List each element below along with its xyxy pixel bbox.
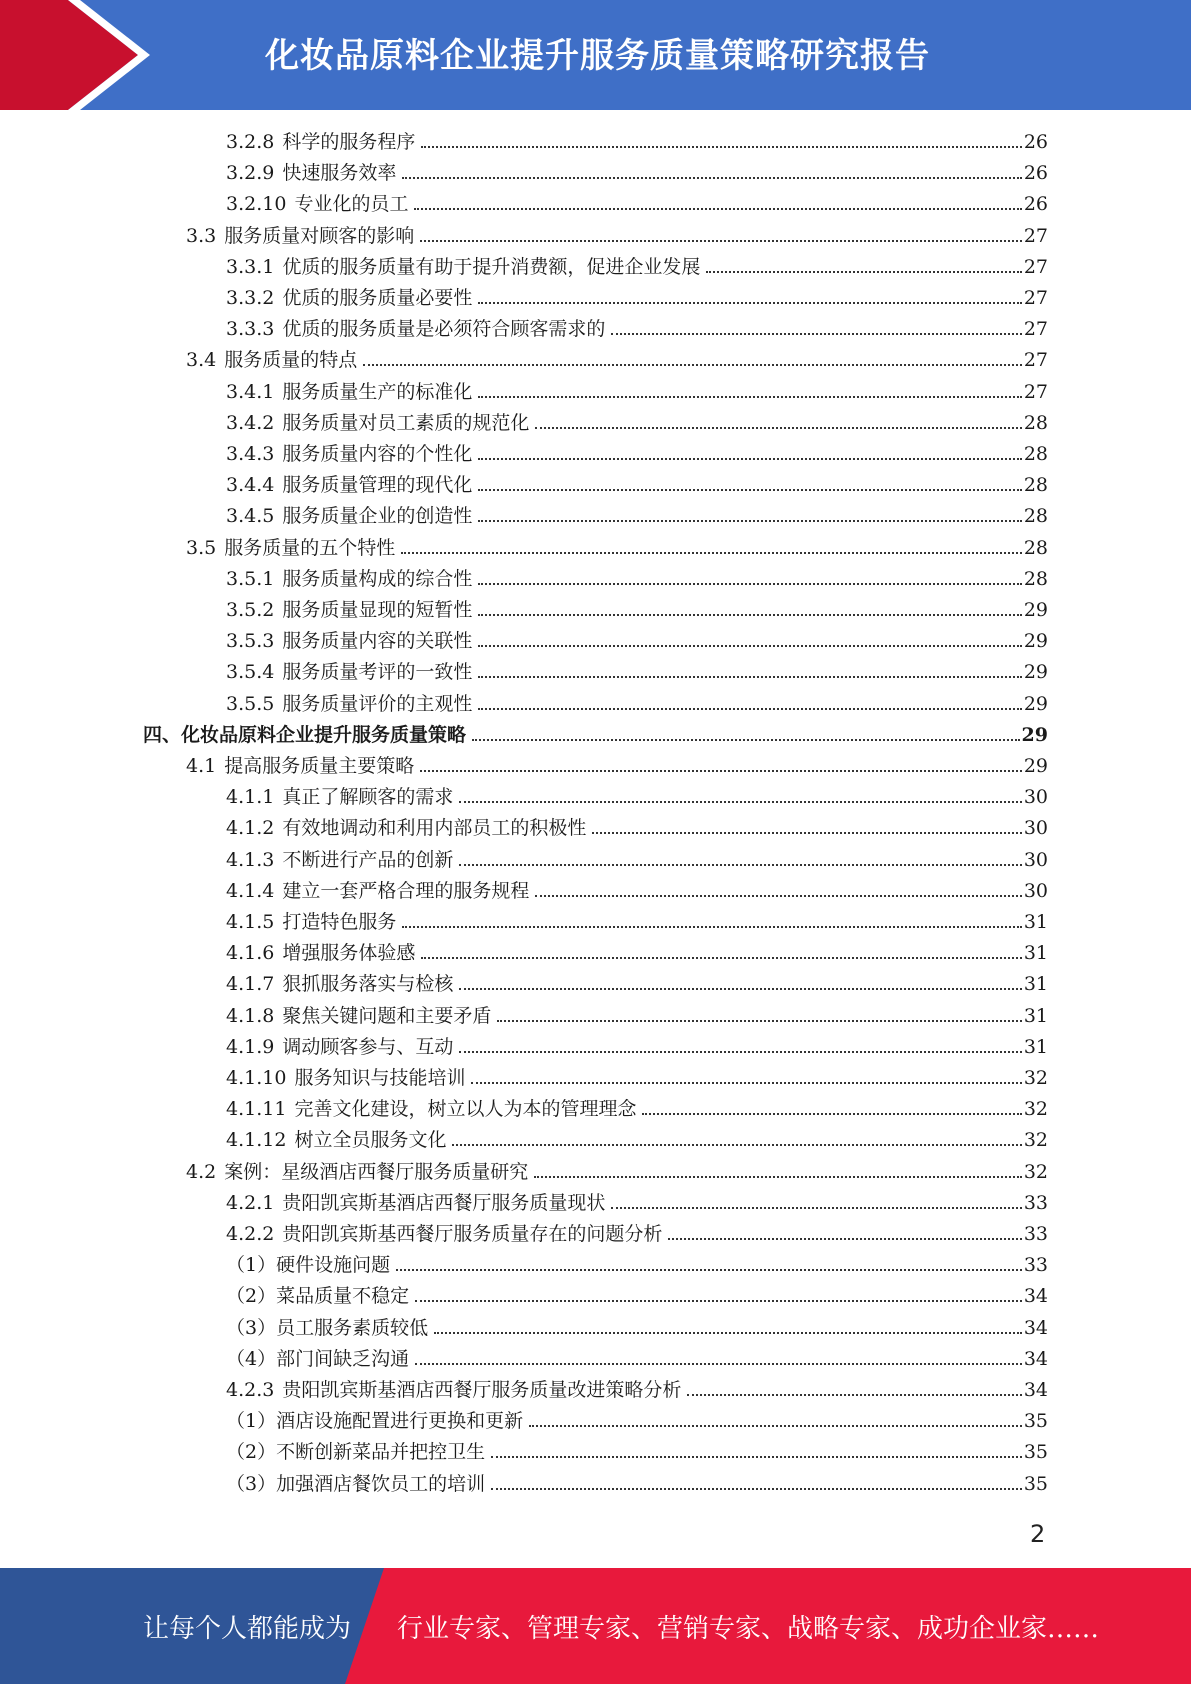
toc-leader-dots (471, 1082, 1021, 1084)
toc-entry-number: （1） (226, 1410, 277, 1432)
toc-entry-title: 服务质量考评的一致性 (282, 661, 473, 683)
toc-entry-title: 贵阳凯宾斯基西餐厅服务质量存在的问题分析 (282, 1223, 663, 1245)
toc-entry[interactable] (226, 1219, 1048, 1250)
toc-entry-number: 4.1.8 (226, 1005, 275, 1027)
toc-entry-title: 不断进行产品的创新 (282, 849, 454, 871)
toc-entry-page: 26 (1023, 162, 1048, 184)
toc-leader-dots (421, 146, 1021, 148)
toc-entry-page: 34 (1023, 1317, 1048, 1339)
toc-entry[interactable] (226, 1344, 1048, 1375)
toc-entry-title: 科学的服务程序 (282, 131, 416, 153)
toc-leader-dots (491, 1488, 1022, 1490)
toc-entry-number: （4） (226, 1348, 277, 1370)
toc-entry[interactable] (226, 1469, 1048, 1500)
toc-entry-page: 28 (1023, 537, 1048, 559)
toc-entry-title: 优质的服务质量必要性 (282, 287, 473, 309)
toc-entry-title: 增强服务体验感 (282, 942, 416, 964)
toc-entry-page: 34 (1023, 1285, 1048, 1307)
toc-entry[interactable] (226, 470, 1048, 501)
toc-entry-title: 贵阳凯宾斯基酒店西餐厅服务质量现状 (282, 1192, 606, 1214)
toc-entry-title: 专业化的员工 (294, 193, 409, 215)
toc-entry-page: 29 (1021, 724, 1048, 746)
toc-entry-title: 提高服务质量主要策略 (224, 755, 415, 777)
page-number: 2 (1030, 1520, 1046, 1548)
toc-entry-page: 29 (1023, 661, 1048, 683)
toc-entry[interactable] (186, 751, 1048, 782)
toc-entry[interactable] (143, 720, 1048, 751)
toc-entry-page: 32 (1023, 1161, 1048, 1183)
toc-entry[interactable] (186, 345, 1048, 376)
toc-leader-dots (472, 739, 1020, 741)
toc-leader-dots (478, 676, 1021, 678)
toc-entry-number: 4.1.1 (226, 786, 275, 808)
toc-entry[interactable] (186, 533, 1048, 564)
toc-entry[interactable] (226, 1250, 1048, 1281)
page-title: 化妆品原料企业提升服务质量策略研究报告 (265, 36, 930, 76)
toc-entry-title: 服务质量的特点 (224, 349, 358, 371)
toc-entry[interactable] (186, 1157, 1048, 1188)
toc-leader-dots (478, 583, 1021, 585)
toc-entry-title: 四、化妆品原料企业提升服务质量策略 (143, 724, 467, 746)
toc-entry-number: 4.1.2 (226, 817, 275, 839)
toc-entry-page: 34 (1023, 1379, 1048, 1401)
toc-entry-number: 3.4.3 (226, 443, 275, 465)
toc-leader-dots (478, 458, 1021, 460)
toc-entry-title: 服务质量构成的综合性 (282, 568, 473, 590)
toc-entry-page: 27 (1023, 256, 1048, 278)
toc-entry-number: 4.1.11 (226, 1098, 287, 1120)
toc-entry[interactable] (226, 782, 1048, 813)
toc-leader-dots (396, 1269, 1022, 1271)
toc-entry[interactable] (226, 907, 1048, 938)
toc-entry-title: 真正了解顾客的需求 (282, 786, 454, 808)
toc-entry-page: 31 (1023, 1036, 1048, 1058)
toc-entry-number: （3） (226, 1473, 277, 1495)
toc-leader-dots (420, 240, 1022, 242)
toc-entry-page: 35 (1023, 1410, 1048, 1432)
toc-leader-dots (459, 801, 1021, 803)
toc-entry-number: 3.5.3 (226, 630, 275, 652)
toc-entry-number: 3.3.1 (226, 256, 275, 278)
toc-entry-number: 3.4.1 (226, 381, 275, 403)
toc-entry-title: 不断创新菜品并把控卫生 (276, 1441, 486, 1463)
toc-entry[interactable] (226, 1313, 1048, 1344)
footer-band (0, 1568, 1191, 1684)
toc-entry-number: 4.1.6 (226, 942, 275, 964)
toc-leader-dots (415, 1363, 1022, 1365)
toc-entry-title: 贵阳凯宾斯基酒店西餐厅服务质量改进策略分析 (282, 1379, 682, 1401)
toc-entry-page: 33 (1023, 1223, 1048, 1245)
toc-leader-dots (415, 1300, 1022, 1302)
toc-entry-page: 28 (1023, 474, 1048, 496)
toc-entry-page: 32 (1023, 1067, 1048, 1089)
toc-entry[interactable] (226, 657, 1048, 688)
toc-entry-page: 32 (1023, 1098, 1048, 1120)
toc-entry-title: 打造特色服务 (282, 911, 397, 933)
toc-entry-page: 30 (1023, 817, 1048, 839)
toc-entry[interactable] (226, 1406, 1048, 1437)
toc-entry-title: 菜品质量不稳定 (276, 1285, 410, 1307)
toc-entry-page: 32 (1023, 1129, 1048, 1151)
toc-entry[interactable] (226, 876, 1048, 907)
toc-entry-title: 服务质量评价的主观性 (282, 693, 473, 715)
toc-entry[interactable] (226, 252, 1048, 283)
toc-entry-title: 服务质量企业的创造性 (282, 505, 473, 527)
toc-entry-title: 狠抓服务落实与检核 (282, 973, 454, 995)
toc-entry-page: 35 (1023, 1441, 1048, 1463)
toc-entry-page: 30 (1023, 786, 1048, 808)
toc-entry-title: 服务质量内容的关联性 (282, 630, 473, 652)
toc-entry-title: 有效地调动和利用内部员工的积极性 (282, 817, 587, 839)
toc-entry-number: （2） (226, 1285, 277, 1307)
toc-entry-number: 3.5.5 (226, 693, 275, 715)
toc-entry-number: 3.5.4 (226, 661, 275, 683)
toc-entry-page: 27 (1023, 381, 1048, 403)
toc-entry-number: （1） (226, 1254, 277, 1276)
header-band (0, 0, 1191, 110)
toc-entry-title: 优质的服务质量是必须符合顾客需求的 (282, 318, 606, 340)
toc-entry-page: 26 (1023, 193, 1048, 215)
toc-entry[interactable] (226, 439, 1048, 470)
toc-entry-title: 服务知识与技能培训 (294, 1067, 466, 1089)
toc-entry-page: 29 (1023, 599, 1048, 621)
toc-leader-dots (459, 988, 1021, 990)
toc-entry[interactable] (226, 813, 1048, 844)
toc-entry-title: 部门间缺乏沟通 (276, 1348, 410, 1370)
toc-entry[interactable] (226, 1125, 1048, 1156)
toc-leader-dots (529, 1425, 1022, 1427)
toc-entry[interactable] (226, 189, 1048, 220)
toc-entry-number: 4.2.1 (226, 1192, 275, 1214)
toc-leader-dots (363, 364, 1022, 366)
toc-entry-page: 33 (1023, 1254, 1048, 1276)
toc-leader-dots (497, 1020, 1021, 1022)
toc-leader-dots (478, 302, 1021, 304)
toc-entry-title: 聚焦关键问题和主要矛盾 (282, 1005, 492, 1027)
toc-entry-number: 3.5.1 (226, 568, 275, 590)
toc-entry-title: 优质的服务质量有助于提升消费额，促进企业发展 (282, 256, 701, 278)
toc-leader-dots (535, 895, 1021, 897)
toc-entry-title: 服务质量对顾客的影响 (224, 225, 415, 247)
toc-entry[interactable] (226, 1281, 1048, 1312)
toc-entry-page: 31 (1023, 911, 1048, 933)
toc-entry-page: 31 (1023, 1005, 1048, 1027)
toc-leader-dots (402, 926, 1021, 928)
toc-leader-dots (459, 864, 1021, 866)
toc-entry[interactable] (226, 1375, 1048, 1406)
toc-entry-title: 服务质量管理的现代化 (282, 474, 473, 496)
toc-entry-page: 34 (1023, 1348, 1048, 1370)
toc-leader-dots (452, 1144, 1021, 1146)
toc-entry-number: 3.2.10 (226, 193, 287, 215)
toc-leader-dots (478, 708, 1021, 710)
toc-entry[interactable] (226, 595, 1048, 626)
toc-leader-dots (459, 1051, 1021, 1053)
toc-entry-page: 30 (1023, 880, 1048, 902)
footer-slogan: 让每个人都能成为 (143, 1614, 352, 1644)
toc-entry[interactable] (226, 127, 1048, 158)
footer-roles: 行业专家、管理专家、营销专家、战略专家、成功企业家…… (397, 1614, 1100, 1644)
toc-entry-number: 4.1.9 (226, 1036, 275, 1058)
toc-entry-number: 3.4.4 (226, 474, 275, 496)
toc-entry-page: 28 (1023, 412, 1048, 434)
toc-entry-title: 完善文化建设，树立以人为本的管理理念 (294, 1098, 637, 1120)
toc-entry-number: 4.1.4 (226, 880, 275, 902)
toc-entry-page: 35 (1023, 1473, 1048, 1495)
toc-entry-page: 30 (1023, 849, 1048, 871)
toc-entry-number: 3.3 (186, 225, 217, 247)
toc-entry[interactable] (226, 1063, 1048, 1094)
toc-entry[interactable] (226, 314, 1048, 345)
toc-entry[interactable] (226, 1188, 1048, 1219)
toc-entry-number: 4.2.2 (226, 1223, 275, 1245)
toc-leader-dots (706, 271, 1021, 273)
toc-entry-title: 加强酒店餐饮员工的培训 (276, 1473, 486, 1495)
toc-entry[interactable] (186, 221, 1048, 252)
toc-entry-title: 调动顾客参与、互动 (282, 1036, 454, 1058)
toc-entry-title: 快速服务效率 (282, 162, 397, 184)
toc-entry-number: 4.1.10 (226, 1067, 287, 1089)
toc-entry-number: 3.2.8 (226, 131, 275, 153)
toc-entry-page: 29 (1023, 755, 1048, 777)
toc-entry-title: 服务质量显现的短暂性 (282, 599, 473, 621)
toc-entry-number: 4.1.5 (226, 911, 275, 933)
toc-entry-page: 27 (1023, 349, 1048, 371)
toc-entry-page: 31 (1023, 942, 1048, 964)
toc-entry-title: 服务质量生产的标准化 (282, 381, 473, 403)
toc-entry-number: （2） (226, 1441, 277, 1463)
toc-entry-number: 3.4.5 (226, 505, 275, 527)
toc-entry[interactable] (226, 377, 1048, 408)
toc-entry-page: 27 (1023, 287, 1048, 309)
toc-entry-number: 4.1 (186, 755, 217, 777)
toc-entry[interactable] (226, 1437, 1048, 1468)
toc-entry-title: 建立一套严格合理的服务规程 (282, 880, 530, 902)
toc-entry-title: 服务质量内容的个性化 (282, 443, 473, 465)
toc-entry[interactable] (226, 969, 1048, 1000)
toc-entry[interactable] (226, 938, 1048, 969)
toc-leader-dots (592, 832, 1021, 834)
toc-entry-title: 案例：星级酒店西餐厅服务质量研究 (224, 1161, 529, 1183)
toc-entry-number: 4.1.12 (226, 1129, 287, 1151)
toc-leader-dots (491, 1456, 1022, 1458)
toc-entry-title: 服务质量的五个特性 (224, 537, 396, 559)
toc-entry-title: 硬件设施问题 (276, 1254, 391, 1276)
toc-leader-dots (478, 489, 1021, 491)
toc-leader-dots (478, 614, 1021, 616)
toc-entry-number: （3） (226, 1317, 277, 1339)
toc-leader-dots (687, 1394, 1021, 1396)
toc-entry-page: 27 (1023, 225, 1048, 247)
toc-entry[interactable] (226, 1001, 1048, 1032)
toc-entry-page: 28 (1023, 443, 1048, 465)
toc-leader-dots (402, 177, 1021, 179)
toc-leader-dots (668, 1238, 1021, 1240)
toc-entry-number: 3.4 (186, 349, 217, 371)
toc-entry[interactable] (226, 564, 1048, 595)
toc-entry-title: 酒店设施配置进行更换和更新 (276, 1410, 524, 1432)
toc-entry[interactable] (226, 626, 1048, 657)
toc-entry-page: 31 (1023, 973, 1048, 995)
toc-entry-title: 树立全员服务文化 (294, 1129, 447, 1151)
toc-entry[interactable] (226, 1032, 1048, 1063)
toc-leader-dots (534, 1176, 1022, 1178)
toc-entry-page: 27 (1023, 318, 1048, 340)
toc-entry-page: 29 (1023, 630, 1048, 652)
toc-leader-dots (414, 208, 1021, 210)
toc-entry-title: 员工服务素质较低 (276, 1317, 429, 1339)
toc-entry[interactable] (226, 283, 1048, 314)
toc-entry[interactable] (226, 501, 1048, 532)
toc-entry-page: 26 (1023, 131, 1048, 153)
toc-entry-page: 29 (1023, 693, 1048, 715)
toc-leader-dots (421, 957, 1021, 959)
toc-leader-dots (611, 1207, 1021, 1209)
toc-entry[interactable] (226, 158, 1048, 189)
toc-entry-number: 4.2 (186, 1161, 217, 1183)
toc-entry-number: 4.2.3 (226, 1379, 275, 1401)
toc-entry-page: 28 (1023, 568, 1048, 590)
toc-entry[interactable] (226, 408, 1048, 439)
toc-entry[interactable] (226, 689, 1048, 720)
toc-leader-dots (478, 645, 1021, 647)
toc-entry-number: 3.2.9 (226, 162, 275, 184)
toc-leader-dots (478, 396, 1021, 398)
toc-entry-page: 28 (1023, 505, 1048, 527)
toc-entry-number: 3.5 (186, 537, 217, 559)
toc-entry-number: 3.5.2 (226, 599, 275, 621)
arrow-chevron-icon (0, 0, 160, 110)
toc-entry-number: 4.1.3 (226, 849, 275, 871)
toc-leader-dots (478, 520, 1021, 522)
toc-leader-dots (535, 427, 1021, 429)
toc-entry[interactable] (226, 1094, 1048, 1125)
toc-leader-dots (434, 1332, 1022, 1334)
toc-leader-dots (611, 333, 1021, 335)
toc-entry-number: 3.3.3 (226, 318, 275, 340)
toc-entry-title: 服务质量对员工素质的规范化 (282, 412, 530, 434)
toc-entry-number: 3.4.2 (226, 412, 275, 434)
toc-leader-dots (401, 552, 1022, 554)
toc-entry-number: 4.1.7 (226, 973, 275, 995)
toc-entry[interactable] (226, 845, 1048, 876)
toc-leader-dots (420, 770, 1022, 772)
toc-entry-page: 33 (1023, 1192, 1048, 1214)
toc-entry-number: 3.3.2 (226, 287, 275, 309)
toc-leader-dots (642, 1113, 1021, 1115)
